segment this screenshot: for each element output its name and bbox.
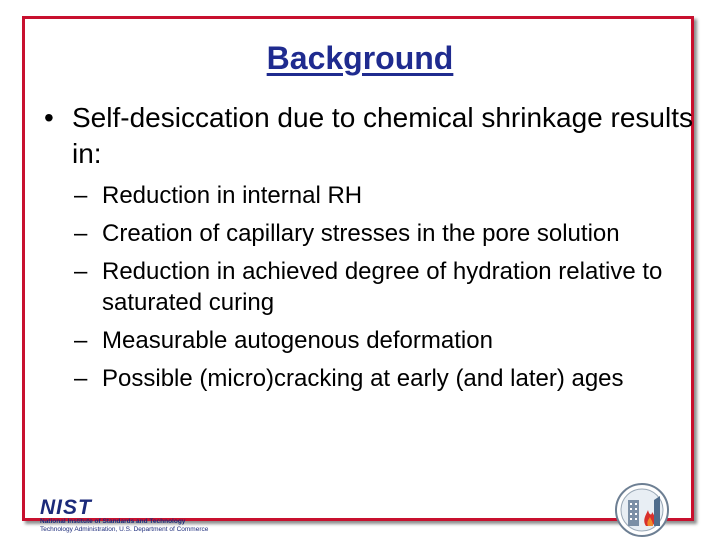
nist-logo-word: NIST [40, 496, 92, 519]
nist-logo [40, 498, 240, 538]
nist-logo-line2: Technology Administration, U.S. Department of Commerce [40, 526, 209, 533]
main-bullet [44, 100, 694, 172]
dash-icon: – [74, 220, 88, 247]
sub-bullet-item [74, 325, 674, 356]
dash-icon: – [74, 258, 88, 285]
sub-bullet-item [74, 180, 674, 211]
dash-icon: – [74, 182, 88, 209]
nist-logo-line1: National Institute of Standards and Technology [40, 518, 186, 525]
building-flame-seal-icon [614, 482, 670, 538]
slide-title: Background [266, 40, 454, 76]
sub-bullet-text: Reduction in achieved degree of hydration relative to saturated curing [102, 258, 663, 316]
sub-bullet-text: Reduction in internal RH [102, 182, 363, 209]
sub-bullet-text: Creation of capillary stresses in the pore solution [102, 220, 620, 247]
sub-bullet-text: Possible (micro)cracking at early (and later) ages [102, 365, 624, 392]
sub-bullet-list [74, 180, 674, 401]
dash-icon: – [74, 327, 88, 354]
main-bullet-text: Self-desiccation due to chemical shrinkage results in: [72, 102, 693, 169]
dash-icon: – [74, 365, 88, 392]
sub-bullet-item [74, 363, 674, 394]
sub-bullet-text: Measurable autogenous deformation [102, 327, 493, 354]
sub-bullet-item [74, 256, 674, 318]
bullet-dot-icon: • [44, 102, 54, 133]
sub-bullet-item [74, 218, 674, 249]
